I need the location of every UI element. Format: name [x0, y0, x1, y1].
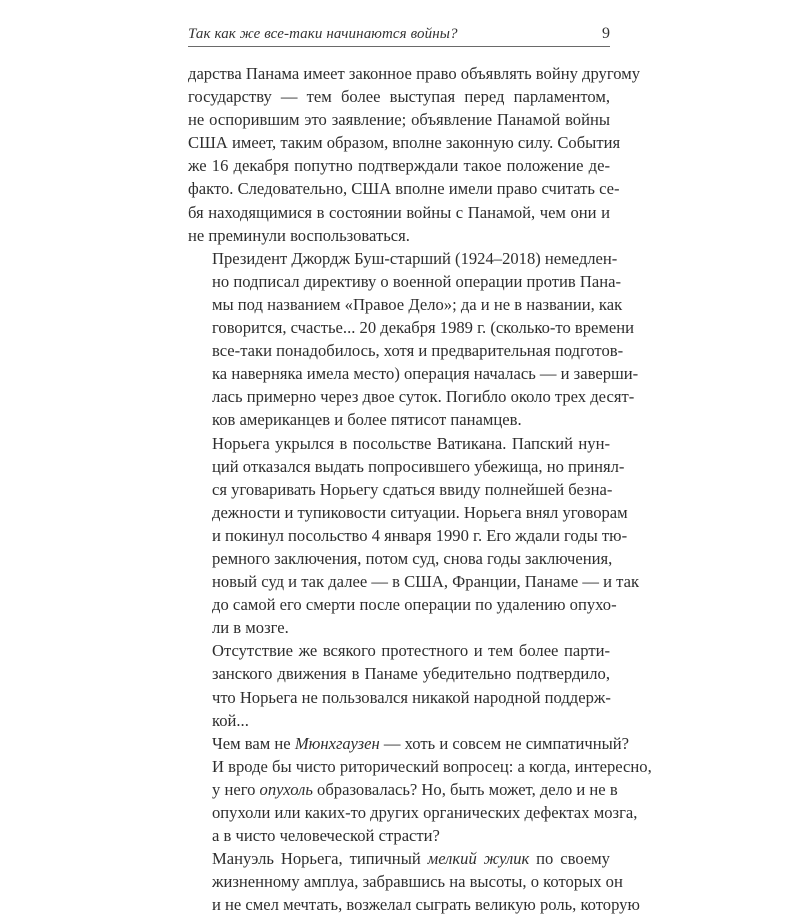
text-line: же 16 декабря попутно подтверждали такое положение де-	[188, 156, 610, 176]
text-line: США имеет, таким образом, вполне законную силу. События	[188, 133, 621, 153]
running-title: Так как же все-таки начинаются войны?	[188, 26, 458, 42]
text-line: опухоли или каких-то других органических дефектах мозга,	[212, 803, 638, 822]
text-line: Отсутствие же всякого протестного и тем более парти-	[212, 641, 610, 661]
text-line: у него опухоль образовалась? Но, быть может, дело и не в	[212, 779, 618, 799]
text-line: ли в мозге.	[212, 618, 289, 638]
paragraph	[188, 639, 610, 731]
text-line: новый суд и так далее — в США, Франции, Панаме — и так	[212, 572, 640, 592]
paragraph	[188, 732, 652, 847]
paragraph	[188, 847, 640, 916]
text-line: говорится, счастье... 20 декабря 1989 г. (сколько-то времени	[212, 318, 635, 338]
page-number: 9	[602, 25, 610, 42]
text-line: не преминули воспользоваться.	[188, 225, 410, 245]
text-line: все-таки понадобилось, хотя и предварительная подготов-	[212, 341, 624, 361]
text-line: не оспорившим это заявление; объявление Панамой войны	[188, 110, 610, 130]
text-line: жизненному амплуа, забравшись на высоты, о которых он	[212, 872, 623, 892]
text-line: факто. Следовательно, США вполне имели право считать се-	[188, 179, 620, 199]
text-line: Мануэль Норьега, типичный мелкий жулик по своему	[212, 849, 610, 869]
text-line: а в чисто человеческой страсти?	[212, 826, 440, 846]
emphasis-text: Мюнхгаузен	[294, 733, 380, 753]
text-line: И вроде бы чисто риторический вопросец: а когда, интересно,	[212, 756, 652, 776]
emphasis-text: мелкий жулик	[427, 849, 530, 869]
text-line: до самой его смерти после операции по удалению опухо-	[212, 595, 617, 615]
text-line: но подписал директиву о военной операции против Пана-	[212, 271, 622, 291]
text-line: ка наверняка имела место) операция началась — и заверши-	[212, 364, 639, 384]
text-line: дежности и тупиковости ситуации. Норьега внял уговорам	[212, 502, 628, 522]
text-line: Норьега укрылся в посольстве Ватикана. Папский нун-	[212, 433, 610, 453]
text-line: Президент Джордж Буш-старший (1924–2018) немедлен-	[212, 248, 618, 268]
running-header	[188, 24, 610, 47]
book-page	[178, 0, 652, 915]
text-line: кой...	[212, 710, 249, 730]
emphasis-text: опухоль	[259, 779, 313, 799]
body-text	[188, 62, 652, 916]
text-line: и не смел мечтать, возжелал сыграть великую роль, которую	[212, 895, 640, 915]
text-line: ций отказался выдать попросившего убежища, но принял-	[212, 456, 625, 476]
text-line: мы под названием «Правое Дело»; да и не в названии, как	[212, 294, 623, 314]
paragraph	[188, 432, 640, 640]
paragraph	[188, 62, 641, 247]
text-line: лась примерно через двое суток. Погибло около трех десят-	[212, 387, 635, 407]
text-line: ся уговаривать Норьегу сдаться ввиду полнейшей безна-	[212, 479, 613, 499]
text-line: что Норьега не пользовался никакой народной поддерж-	[212, 687, 611, 707]
text-line: ков американцев и более пятисот панамцев.	[212, 410, 522, 430]
text-line: Чем вам не Мюнхгаузен — хоть и совсем не симпатичный?	[212, 733, 630, 753]
text-line: дарства Панама имеет законное право объявлять войну другому	[188, 64, 641, 83]
text-line: занского движения в Панаме убедительно подтвердило,	[212, 664, 610, 684]
text-line: и покинул посольство 4 января 1990 г. Его ждали годы тю-	[212, 525, 628, 545]
text-line: государству — тем более выступая перед парламентом,	[188, 87, 610, 107]
text-line: ремного заключения, потом суд, снова годы заключения,	[212, 548, 613, 568]
text-line: бя находящимися в состоянии войны с Панамой, чем они и	[188, 202, 610, 222]
paragraph	[188, 247, 639, 432]
